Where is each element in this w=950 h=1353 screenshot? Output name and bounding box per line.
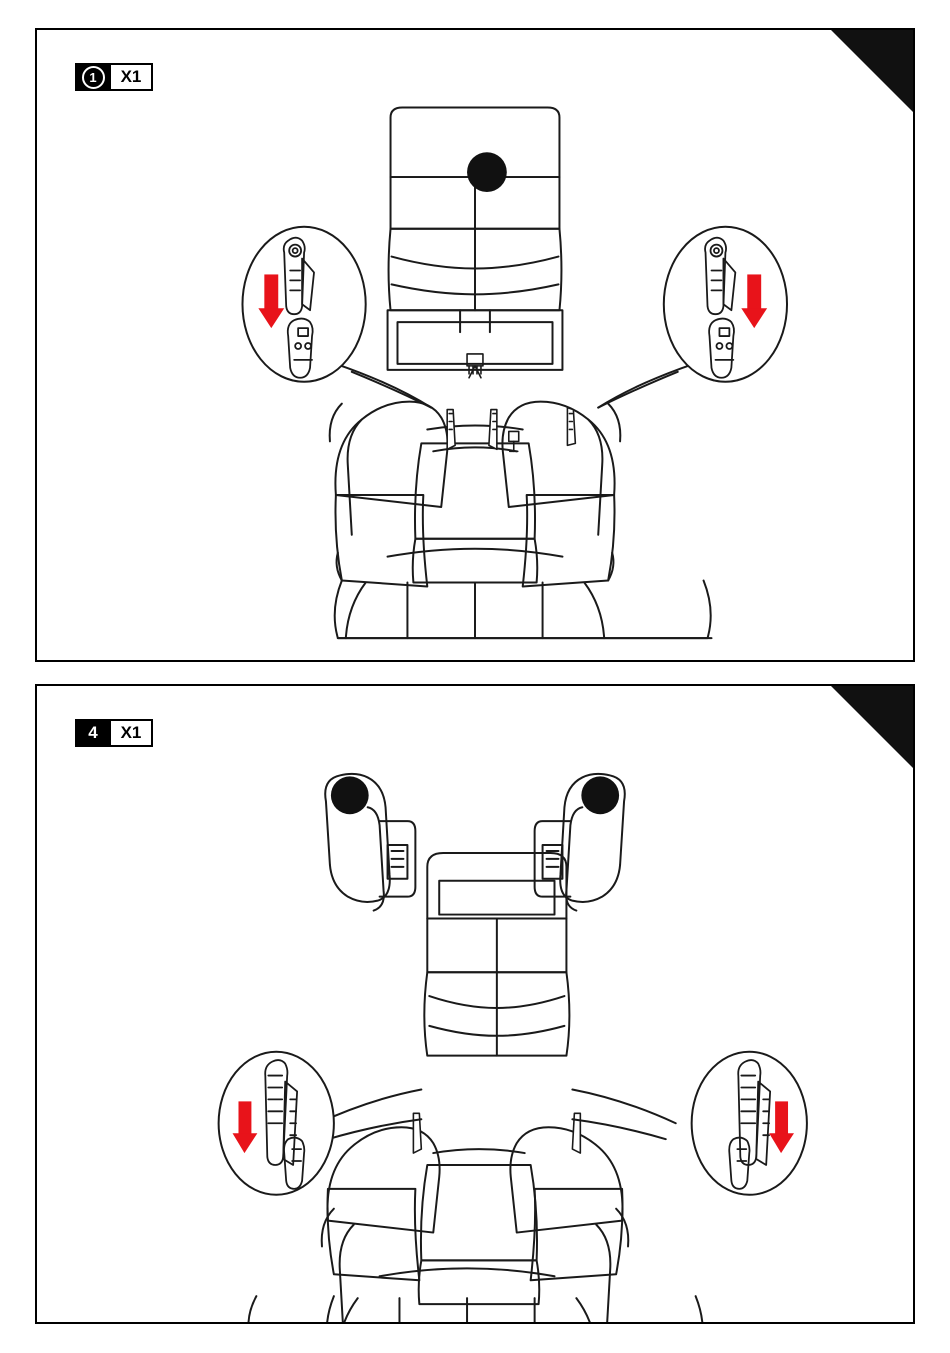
step-number-1 <box>75 63 111 91</box>
step-1-illustration <box>37 30 913 660</box>
step-panel-4 <box>35 684 915 1324</box>
step-number-1-value: 1 <box>82 66 105 89</box>
step-badge-4 <box>75 719 153 747</box>
step-quantity-4: X1 <box>111 719 153 747</box>
step-quantity-1: X1 <box>111 63 153 91</box>
step-4-illustration <box>37 686 913 1322</box>
step-badge-1 <box>75 63 153 91</box>
step-number-4 <box>75 719 111 747</box>
step-number-4-value: 4 <box>88 723 98 742</box>
step-panel-1 <box>35 28 915 662</box>
